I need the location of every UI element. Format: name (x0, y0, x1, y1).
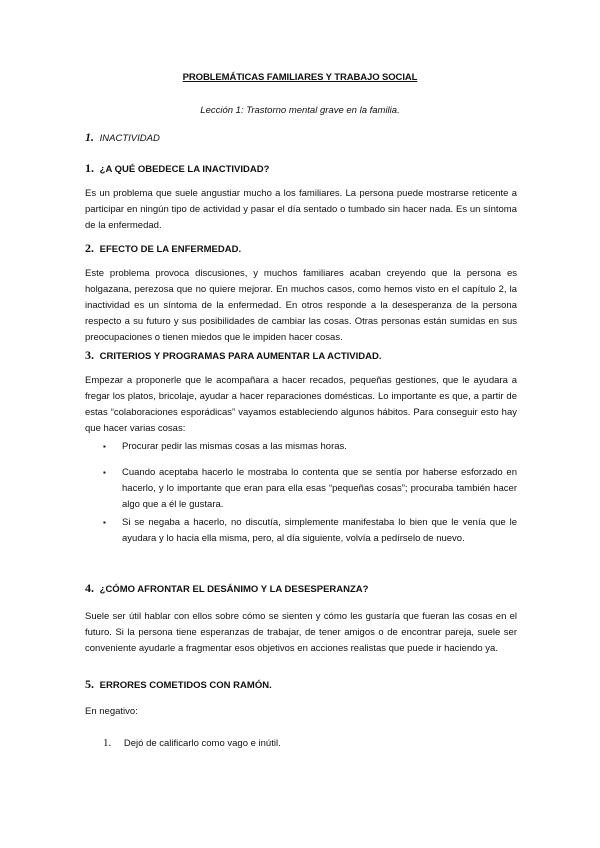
heading-label: ¿CÓMO AFRONTAR EL DESÁNIMO Y LA DESESPERANZA? (99, 584, 369, 595)
list-item (85, 439, 517, 455)
list-item-text: Si se negaba a hacerlo, no discutía, simplemente manifestaba lo bien que le venía que le ayudara y lo hacia ella misma, pero, al día siguiente, volvía a pedírselo de nuevo. (122, 517, 517, 544)
heading-number: 4. (85, 581, 94, 595)
list-item-text: Cuando aceptaba hacerlo le mostraba lo contenta que se sentía por haberse esforzado en hacerlo, y lo importante que eran para ella esas “pequeñas cosas”; procuraba también hacer algo que a él le gustara. (122, 467, 517, 510)
bullet-marker: ▪ (103, 468, 106, 477)
paragraph-section-1: Es un problema que suele angustiar mucho a los familiares. La persona puede mostrarse reticente a participar en ningún tipo de actividad y pasar el día sentado o tumbado sin hacer nada. Es un síntoma de la enfermedad. (85, 188, 517, 231)
bullet-marker: ▪ (103, 442, 106, 451)
heading-label: ERRORES COMETIDOS CON RAMÓN. (99, 680, 272, 691)
document-subtitle: Lección 1: Trastorno mental grave en la familia. (200, 105, 400, 116)
list-item-text: Dejó de calificarlo como vago e inútil. (123, 738, 281, 749)
heading-inactividad (85, 130, 160, 145)
paragraph-section-4: Suele ser útil hablar con ellos sobre cómo se sienten y cómo les gustaría que fueran las cosas en el futuro. Si la persona tiene esperanzas de trabajar, de tener amigos o de encontrar pareja, suele ser conveniente ayudarle a fragmentar esos objetivos en acciones realistas que puede ir haciendo ya. (85, 611, 517, 654)
heading-section-2 (85, 241, 241, 256)
list-item (85, 515, 517, 547)
heading-label: INACTIVIDAD (99, 133, 160, 144)
heading-section-5 (85, 677, 272, 692)
heading-section-1 (85, 161, 269, 176)
list-item-text: Procurar pedir las mismas cosas a las mismas horas. (122, 441, 347, 452)
document-title: PROBLEMÁTICAS FAMILIARES Y TRABAJO SOCIAL (182, 72, 418, 83)
heading-number: 3. (85, 348, 94, 362)
heading-number: 1. (85, 130, 94, 144)
heading-section-3 (85, 348, 381, 363)
list-item (85, 465, 517, 513)
heading-number: 5. (85, 677, 94, 691)
bullet-list (85, 439, 517, 547)
heading-number: 2. (85, 241, 94, 255)
heading-number: 1. (85, 161, 94, 175)
list-intro: En negativo: (85, 706, 138, 717)
heading-label: CRITERIOS Y PROGRAMAS PARA AUMENTAR LA ACTIVIDAD. (99, 351, 382, 362)
paragraph-section-2: Este problema provoca discusiones, y muchos familiares acaban creyendo que la persona es holgazana, perezosa que no quiere mejorar. En muchos casos, como hemos visto en el capítulo 2, la inactividad es un síntoma de la enfermedad. En otros responde a la desesperanza de la persona respecto a su futuro y sus posibilidades de cambiar las cosas. Otras personas están sumidas en sus preocupaciones o tienen miedos que le impiden hacer cosas. (85, 268, 517, 343)
heading-label: ¿A QUÉ OBEDECE LA INACTIVIDAD? (99, 164, 270, 175)
bullet-marker: ▪ (103, 518, 106, 527)
heading-section-4 (85, 581, 368, 596)
ordered-list-item (103, 737, 281, 749)
list-number: 1. (103, 737, 112, 749)
heading-label: EFECTO DE LA ENFERMEDAD. (99, 244, 242, 255)
paragraph-section-3: Empezar a proponerle que le acompañara a hacer recados, pequeñas gestiones, que le ayudara a fregar los platos, bricolaje, ayudar a hacer reparaciones domésticas. Lo importante es que, a partir de estas “colaboraciones esporádicas” vayamos estableciendo algunos hábitos. Para conseguir esto hay que hacer varias cosas: (85, 375, 517, 434)
